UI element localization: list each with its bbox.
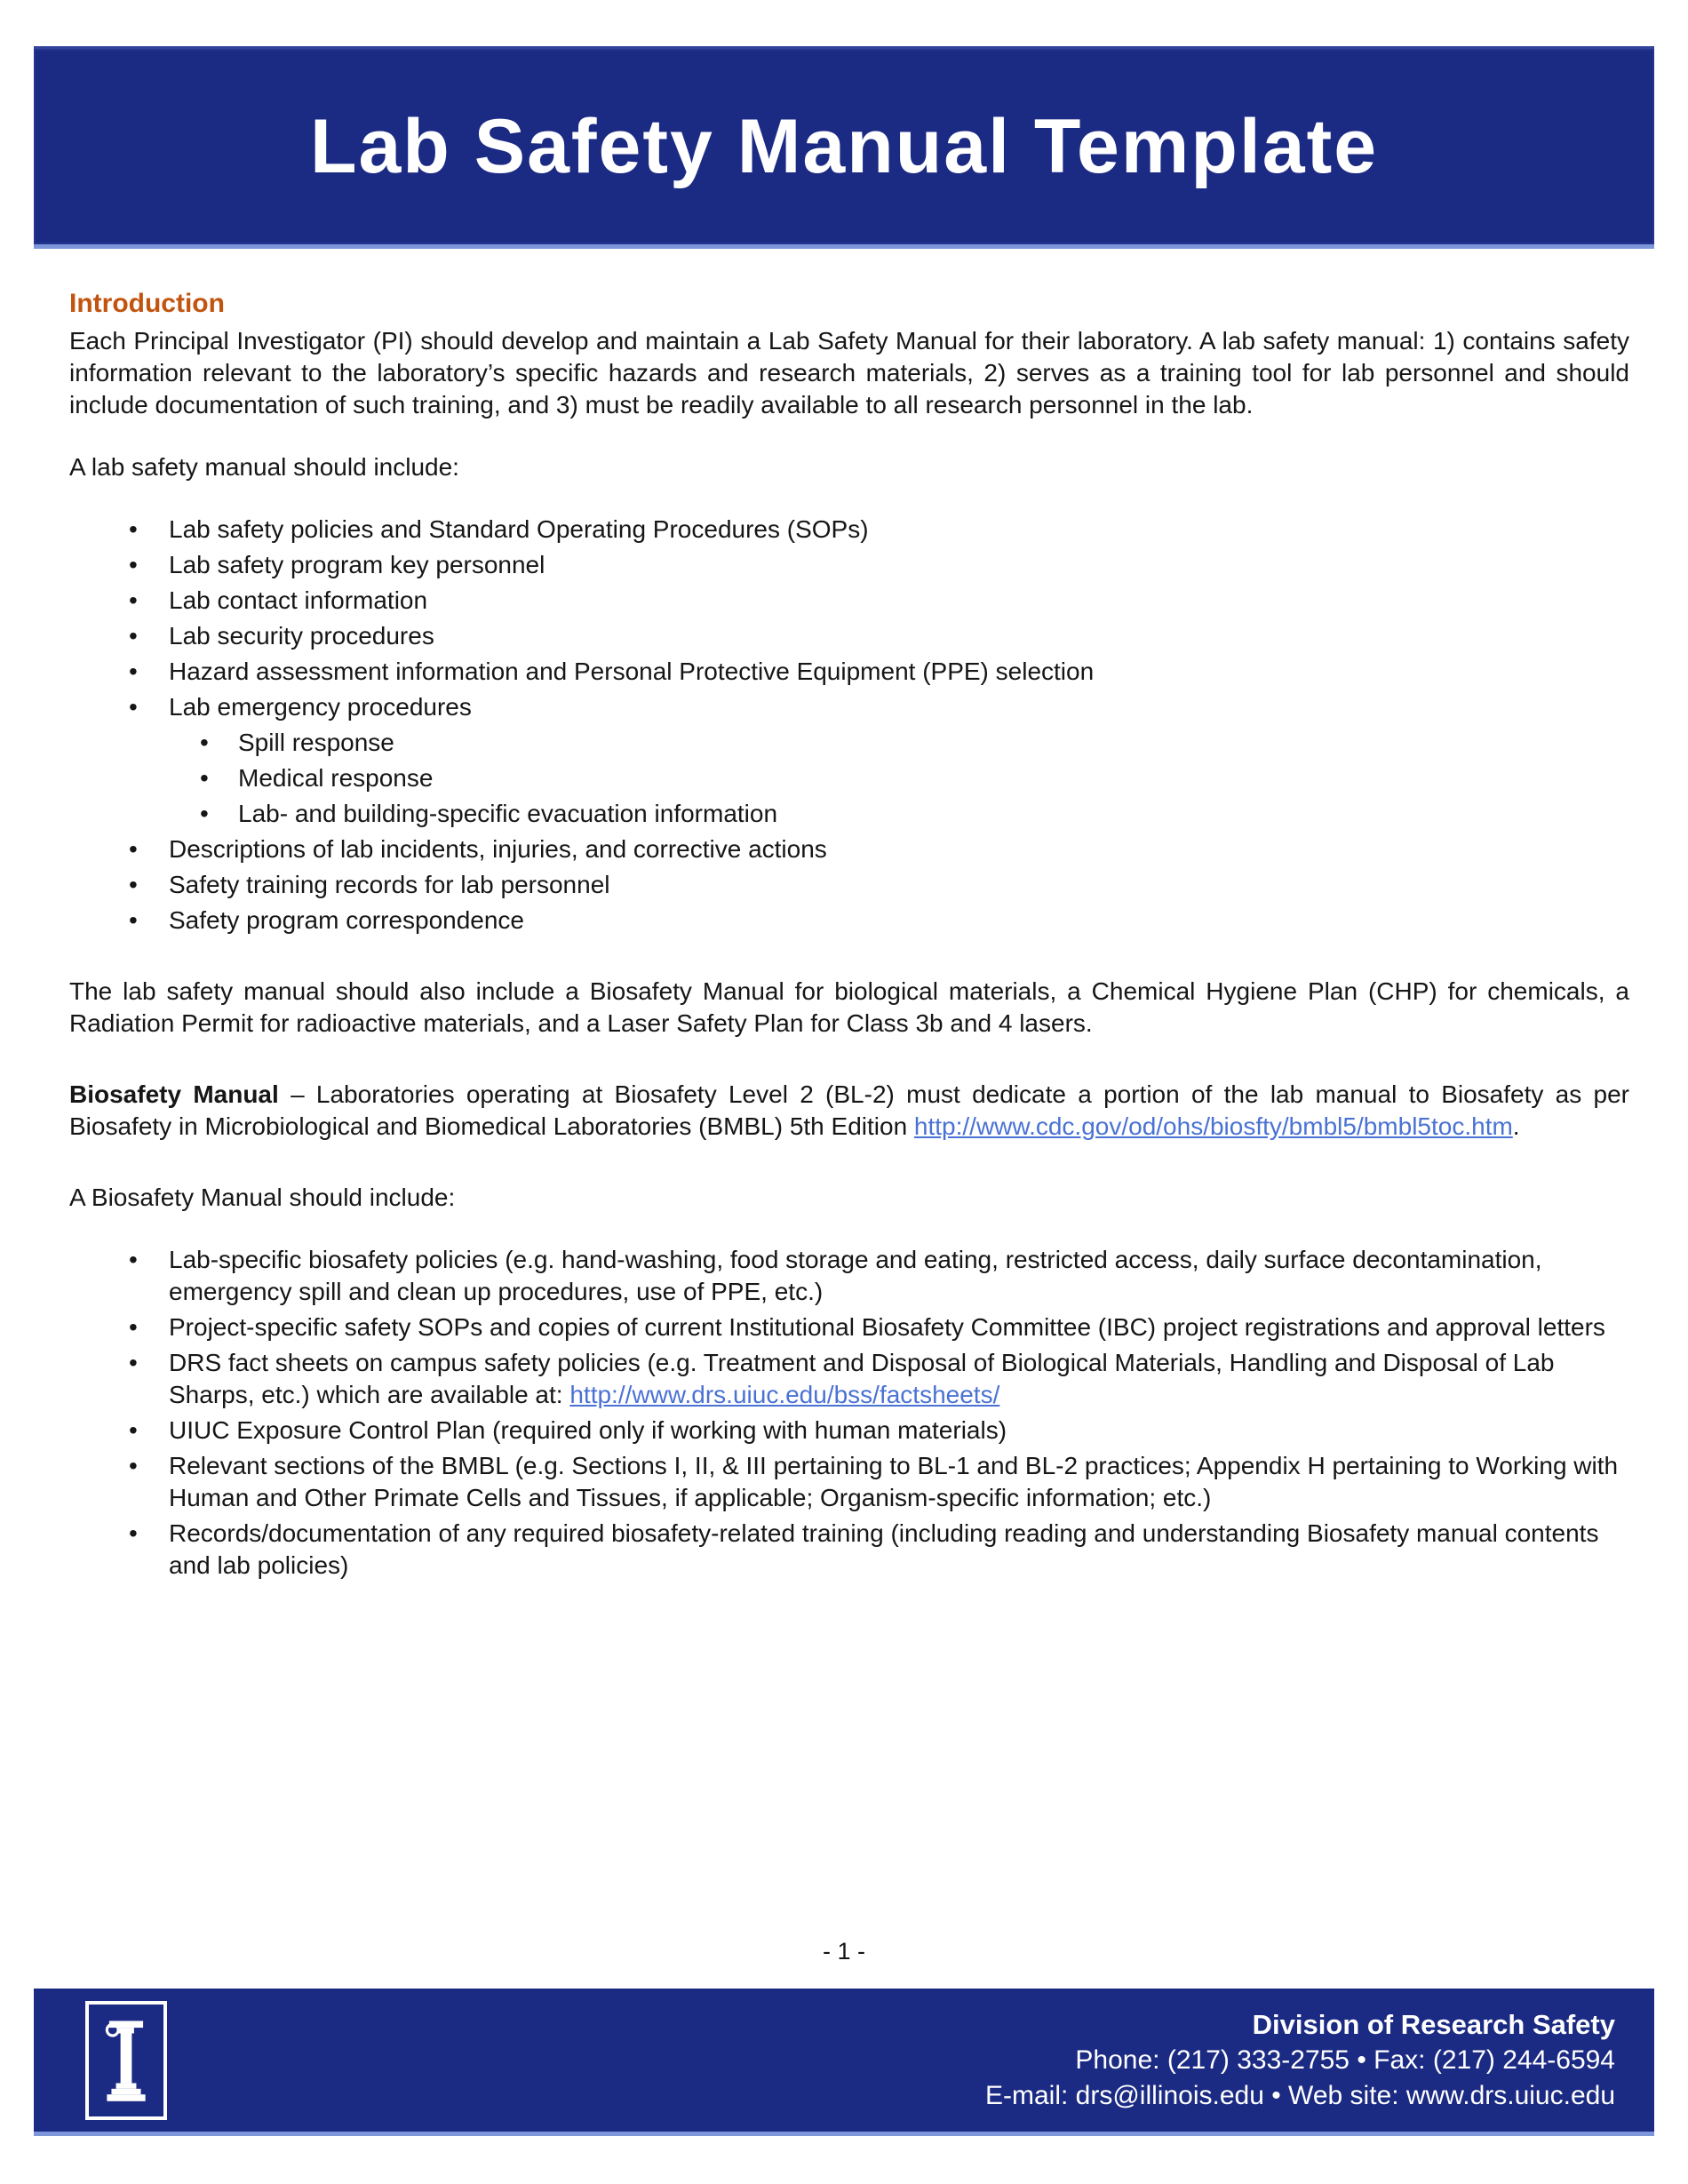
- footer-org-name: Division of Research Safety: [1252, 2008, 1615, 2040]
- list-item: • Lab safety program key personnel: [69, 549, 1629, 581]
- footer-bar: [34, 1989, 1654, 2136]
- list-item: • Records/documentation of any required biosafety-related training (including reading and understanding Biosafety manual contents and lab policies): [69, 1518, 1629, 1582]
- list-item: • Lab security procedures: [69, 620, 1629, 652]
- list-item: • Project-specific safety SOPs and copies of current Institutional Biosafety Committee (IBC) project registrations and approval letters: [69, 1311, 1629, 1343]
- sub-list-item: • Spill response: [169, 727, 1629, 759]
- sub-list-item: • Lab- and building-specific evacuation information: [169, 798, 1629, 830]
- list-item: [69, 691, 1629, 830]
- list-item: • Descriptions of lab incidents, injuries, and corrective actions: [69, 833, 1629, 865]
- page-title: Lab Safety Manual Template: [309, 103, 1379, 189]
- document-body: [0, 249, 1688, 1585]
- footer-phone-line: Phone: (217) 333-2755 • Fax: (217) 244-6594: [1075, 2045, 1615, 2075]
- manual-include-list: [69, 514, 1629, 937]
- list-item-text: DRS fact sheets on campus safety policies (e.g. Treatment and Disposal of Biological Materials, Handling and Disposal of Lab Sharps, etc.) which are available at:: [169, 1349, 1555, 1408]
- biosafety-lead-end: .: [1512, 1112, 1520, 1140]
- page-number: - 1 -: [822, 1938, 865, 1965]
- cdc-bmbl-link[interactable]: http://www.cdc.gov/od/ohs/biosfty/bmbl5/bmbl5toc.htm: [913, 1112, 1513, 1140]
- list-item: [69, 1347, 1629, 1411]
- intro-paragraph: Each Principal Investigator (PI) should develop and maintain a Lab Safety Manual for their laboratory. A lab safety manual: 1) contains safety information relevant to the laboratory’s specific hazards and research materials, 2) serves as a training tool for lab personnel and should include documentation of such training, and 3) must be readily available to all research personnel in the lab.: [69, 327, 1629, 418]
- title-banner: [34, 46, 1654, 249]
- list-item: • Safety training records for lab personnel: [69, 869, 1629, 901]
- list-item: • Lab-specific biosafety policies (e.g. hand-washing, food storage and eating, restricted access, daily surface decontamination, emergency spill and clean up procedures, use of PPE, etc.): [69, 1244, 1629, 1308]
- list-item: • Safety program correspondence: [69, 905, 1629, 937]
- biosafety-include-list: [69, 1244, 1629, 1582]
- introduction-heading: Introduction: [69, 289, 225, 318]
- list-item-label: Lab emergency procedures: [169, 693, 472, 721]
- list-item: • Hazard assessment information and Personal Protective Equipment (PPE) selection: [69, 656, 1629, 688]
- list-item: • Lab safety policies and Standard Operating Procedures (SOPs): [69, 514, 1629, 546]
- drs-factsheets-link[interactable]: http://www.drs.uiuc.edu/bss/factsheets/: [569, 1381, 1000, 1408]
- sub-list-item: • Medical response: [169, 762, 1629, 794]
- footer-contact-block: [985, 2007, 1615, 2114]
- also-include-paragraph: The lab safety manual should also include a Biosafety Manual for biological materials, a Chemical Hygiene Plan (CHP) for chemicals, a Radiation Permit for radioactive materials, and a Laser Safety Plan for Class 3b and 4 lasers.: [69, 977, 1629, 1037]
- footer-email-line: E-mail: drs@illinois.edu • Web site: www.drs.uiuc.edu: [985, 2080, 1615, 2110]
- biosafety-lead-paragraph: [69, 1079, 1629, 1143]
- illinois-column-logo: [85, 2001, 167, 2120]
- manual-list-intro: A lab safety manual should include:: [69, 453, 459, 481]
- biosafety-list-intro: A Biosafety Manual should include:: [69, 1184, 456, 1211]
- list-item: • Relevant sections of the BMBL (e.g. Sections I, II, & III pertaining to BL-1 and BL-2 practices; Appendix H pertaining to Working with Human and Other Primate Cells and Tissues, if applicable; Organism-specific information; etc.): [69, 1450, 1629, 1514]
- biosafety-lead-text: – Laboratories operating at Biosafety Level 2 (BL-2) must dedicate a portion of the lab manual to Biosafety as per Biosafety in Microbiological and Biomedical Laboratories (BMBL) 5th Edition: [69, 1080, 1629, 1140]
- biosafety-lead-bold: Biosafety Manual: [69, 1080, 279, 1108]
- list-item: • UIUC Exposure Control Plan (required only if working with human materials): [69, 1415, 1629, 1447]
- emergency-sub-list: [169, 727, 1629, 830]
- list-item: • Lab contact information: [69, 585, 1629, 617]
